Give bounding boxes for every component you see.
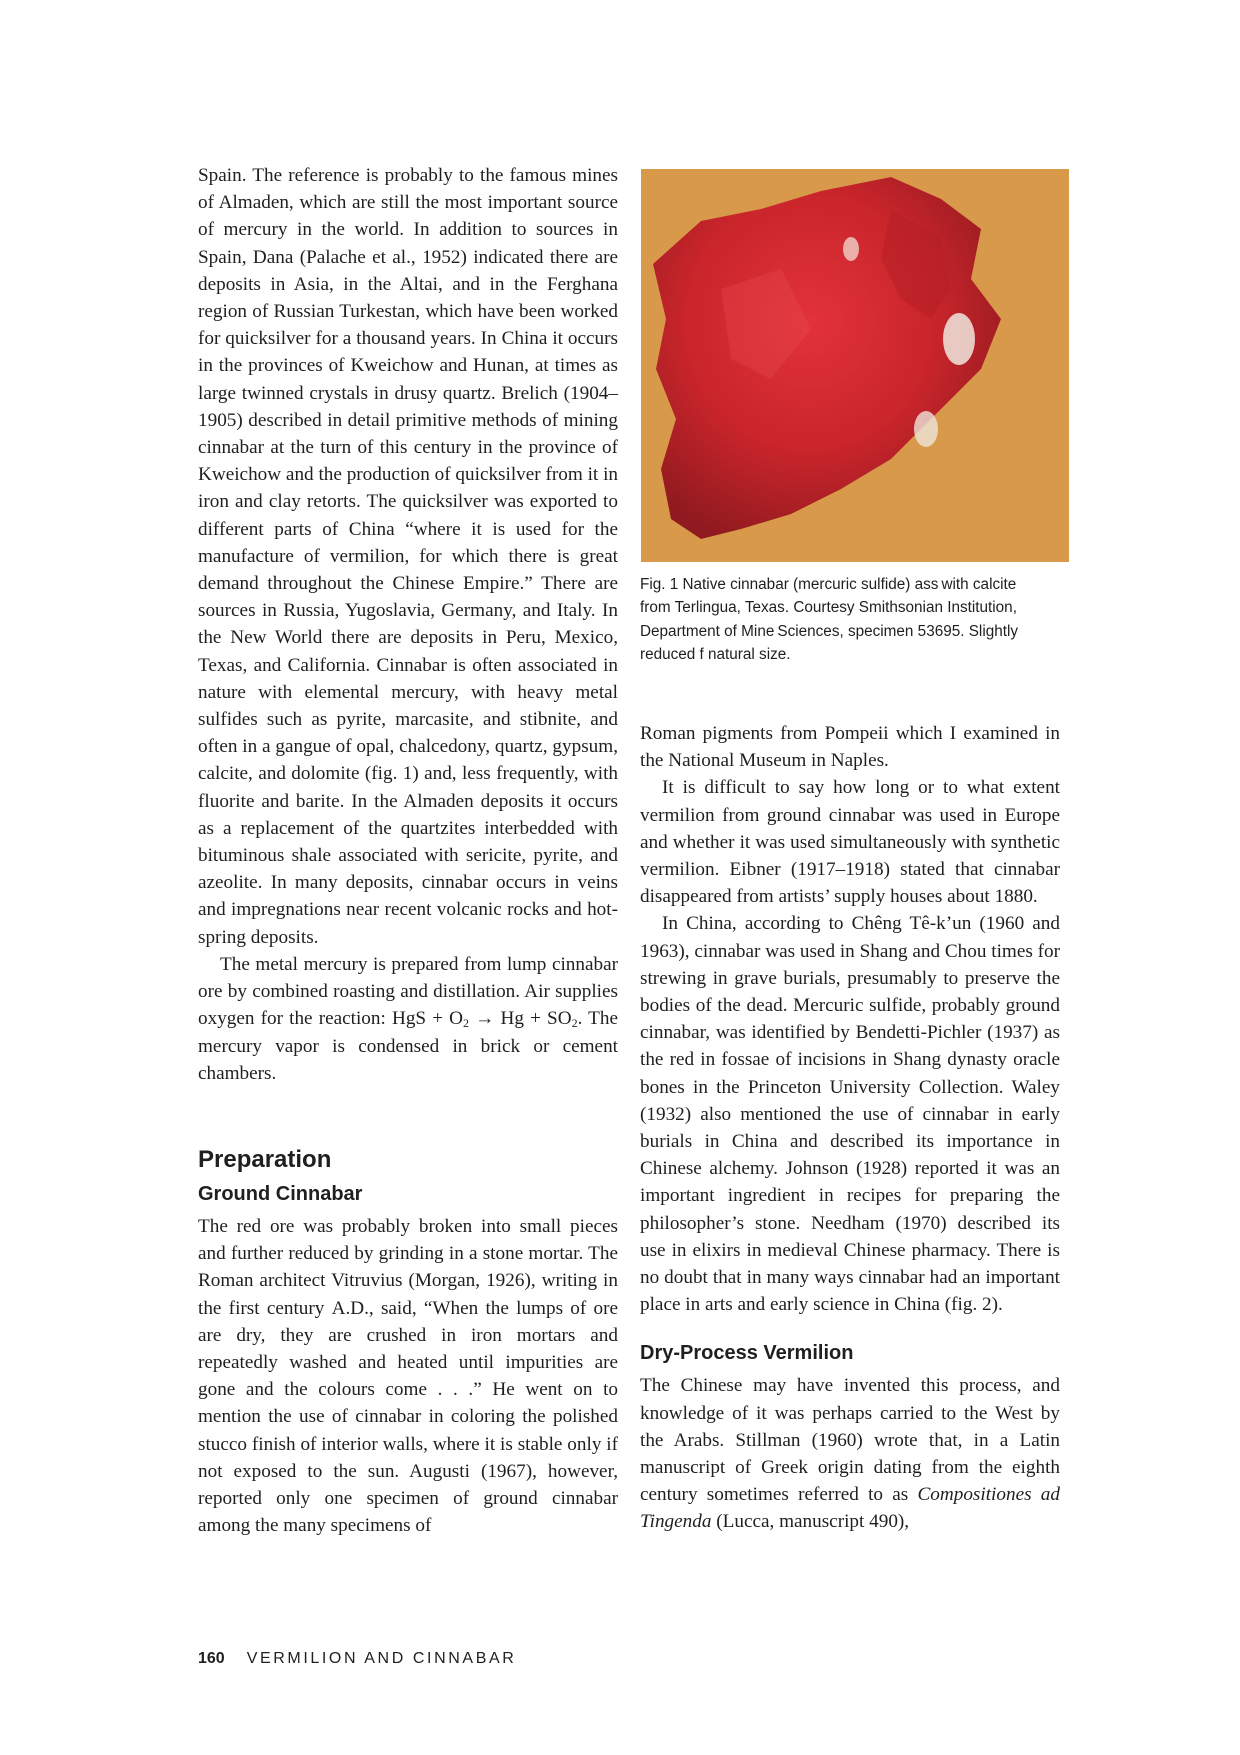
text-run: The metal mercury is prepared from lump cinnabar ore by combined roasting and distillation. Air supplies oxygen for the reaction: HgS + O <box>198 953 618 1030</box>
page-number: 160 <box>198 1650 225 1667</box>
subsection-heading: Dry-Process Vermilion <box>640 1342 854 1365</box>
text-run: , said, “When the lumps of ore are dry, they are crushed in iron mortars and repeatedly washed and heated until impurities are gone and the colours come . . .” He went on to mention the use of cinnabar in coloring the polished stucco finish of interior walls, where it is stable only if not exposed to the sun. Augusti (1967), however, reported only one specimen of ground cinnabar among the many specimens of <box>198 1297 618 1537</box>
page-footer <box>198 1650 516 1668</box>
text-run: (Lucca, manuscript 490), <box>711 1511 910 1533</box>
text-run: The red ore was probably broken into small pieces and further reduced by grinding in a stone mortar. The Roman architect Vitruvius (Morgan, 1926), writing in the first century <box>198 1215 618 1319</box>
text-run: → Hg + SO <box>469 1008 572 1030</box>
paragraph <box>640 1372 1060 1535</box>
section-heading: Preparation <box>198 1145 332 1173</box>
text-run: . The mercury vapor is condensed in brick or cement chambers. <box>198 1008 619 1084</box>
paragraph <box>198 1213 618 1539</box>
subsection-heading: Ground Cinnabar <box>198 1182 363 1205</box>
text-run: The Chinese may have invented this process, and knowledge of it was perhaps carried to the West by the Arabs. Stillman (1960) wrote that, in a Latin manuscript of Greek origin dating from the eighth century sometimes referred to as <box>640 1375 1060 1506</box>
right-column <box>640 720 1060 1536</box>
cinnabar-photo <box>641 169 1069 562</box>
running-title: VERMILION AND CINNABAR <box>246 1650 517 1667</box>
paragraph: In China, according to Chêng Tê-k’un (1960 and 1963), cinnabar was used in Shang and Chou times for strewing in grave burials, presumably to preserve the bodies of the dead. Mercuric sulfide, probably ground cinnabar, was identified by Bendetti-Pichler (1937) as the red in fossae of incisions in Shang dynasty oracle bones in the Princeton University Collection. Waley (1932) also mentioned the use of cinnabar in early burials in China and described its importance in Chinese alchemy. Johnson (1928) reported it was an important ingredient in recipes for preparing the philosopher’s stone. Needham (1970) described its use in elixirs in medieval Chinese pharmacy. There is no doubt that in many ways cinnabar had an important place in arts and early science in China (fig. 2). <box>640 913 1060 1316</box>
subscript: 2 <box>571 1016 578 1031</box>
small-caps-text: A.D. <box>331 1297 369 1319</box>
left-column <box>198 162 618 1539</box>
paragraph <box>198 951 618 1087</box>
subscript: 2 <box>463 1016 470 1031</box>
paragraph: It is difficult to say how long or to what extent vermilion from ground cinnabar was used in Europe and whether it was used simultaneously with synthetic vermilion. Eibner (1917–1918) stated that cinnabar disappeared from artists’ supply houses about 1880. <box>640 777 1060 908</box>
paragraph: Roman pigments from Pompeii which I examined in the National Museum in Naples. <box>640 723 1060 772</box>
figure-caption: Fig. 1 Native cinnabar (mercuric sulfide) ass with calcite from Terlingua, Texas. Courtesy Smithsonian Institution, Department of Mine Sciences, specimen 53695. Slightly reduced f natural size. <box>640 576 1019 664</box>
paragraph: Spain. The reference is probably to the famous mines of Almaden, which are still the most important source of mercury in the world. In addition to sources in Spain, Dana (Palache et al., 1952) indicated there are deposits in Asia, in the Altai, and in the Ferghana region of Russian Turkestan, which have been worked for quicksilver for a thousand years. In China it occurs in the provinces of Kweichow and Hunan, at times as large twinned crystals in drusy quartz. Brelich (1904–1905) described in detail primitive methods of mining cinnabar at the turn of this century in the province of Kweichow and the production of quicksilver from it in iron and clay retorts. The quicksilver was exported to different parts of China “where it is used for the manufacture of vermilion, for which there is great demand throughout the Chinese Empire.” There are sources in Russia, Yugoslavia, Germany, and Italy. In the New World there are deposits in Peru, Mexico, Texas, and California. Cinnabar is often associated in nature with elemental mercury, with heavy metal sulfides such as pyrite, marcasite, and stibnite, and often in a gangue of opal, chalcedony, quartz, gypsum, calcite, and dolomite (fig. 1) and, less frequently, with fluorite and barite. In the Almaden deposits it occurs as a replacement of the quartzites interbedded with bituminous shale associated with sericite, pyrite, and azeolite. In many deposits, cinnabar occurs in veins and impregnations near recent volcanic rocks and hot-spring deposits. <box>198 165 618 948</box>
italic-title: Compositiones ad Tingenda <box>640 1484 1060 1533</box>
